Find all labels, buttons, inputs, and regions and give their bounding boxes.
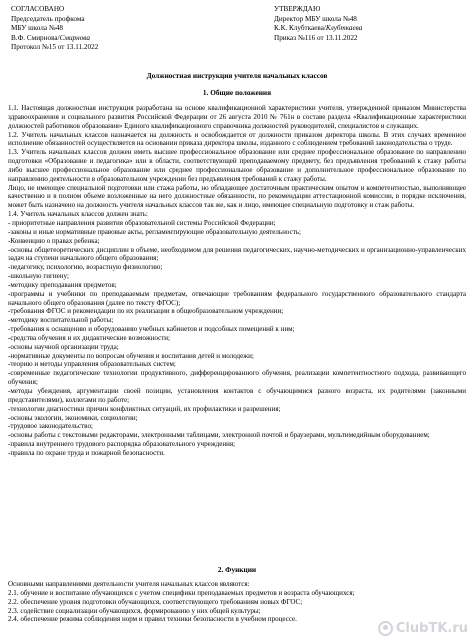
list-item: 2.4. обеспечение режима соблюдения норм и правил техники безопасности в учебном процессе.	[8, 615, 297, 624]
list-item: -технологии диагностики причин конфликтных ситуаций, их профилактики и разрешения;	[8, 404, 281, 413]
section-2-heading: 2. Функции	[217, 565, 257, 574]
list-item: -Конвенцию о правах ребенка;	[8, 236, 100, 245]
list-item: -средства обучения и их дидактические возможности;	[8, 333, 170, 342]
section-1-heading: 1. Общие положения	[202, 88, 272, 97]
section-2-body	[8, 580, 466, 624]
approve-position: Директор МБУ школа №48	[274, 14, 357, 23]
section-2-intro: Основными направлениями деятельности учителя начальных классов являются:	[8, 580, 250, 588]
list-item: -методы убеждения, аргументации своей позиции, установления контактов с обучающимися разного возраста, их родителями (законными представителями), коллегами по работе;	[8, 387, 466, 404]
approve-signature: Клубткаева	[325, 24, 363, 33]
list-item: -методику преподавания предметов;	[8, 280, 117, 289]
list-item: 2.3. содействие социализации обучающихся, формированию у них общей культуры;	[8, 606, 261, 615]
approve-order: Приказ №116 от 13.11.2022	[274, 33, 358, 42]
approval-signatory: В.Ф. Смирнова/Смирнова	[11, 33, 90, 42]
list-item: 2.2. обеспечение уровня подготовки обучающихся, соответствующего требованиям новых ФГОС;	[8, 597, 303, 606]
knowledge-list	[8, 219, 466, 458]
paragraph-1-1: 1.1. Настоящая должностная инструкция разработана на основе квалификационной характеристики учителя, утвержденной приказом Министерства здравоохранения и социального развития Российской Федерации от 26 августа 2010 № 761н в составе раздела «Квалификационные характеристики должностей работников образования» Единого квалификационного справочника должностей руководителей, специалистов и служащих.	[8, 104, 466, 130]
list-item: -требования ФГОС и рекомендации по их реализации в общеобразовательном учреждении;	[8, 307, 284, 316]
list-item: -основы работы с текстовыми редакторами, электронными таблицами, электронной почтой и браузерами, мультимедийным оборудованием;	[8, 431, 430, 440]
list-item: 2.1. обучение и воспитание обучающихся с учетом специфики преподаваемых предметов и возраста обучающихся;	[8, 588, 355, 597]
approval-position: Председатель профкома	[11, 14, 85, 23]
clubtk-logo-icon	[378, 621, 393, 636]
approval-block	[11, 5, 98, 53]
list-item: -трудовое законодательство;	[8, 422, 93, 431]
watermark-text: ClubTK.ru	[395, 621, 468, 636]
approve-signatory: К.К. Клубткаева/Клубткаева	[274, 24, 363, 33]
list-item: -педагогику, психологию, возрастную физиологию;	[8, 263, 163, 272]
list-item: -правила внутреннего трудового распорядка образовательного учреждения;	[8, 440, 236, 449]
section-1-body	[8, 104, 466, 458]
paragraph-exception: Лицо, не имеющее специальной подготовки или стажа работы, но обладающее достаточным практическим опытом и компетентностью, выполняющее качественно и в полном объеме возложенные на него должностные обязанности, по рекомендации аттестационной комиссии, в порядке исключения, может быть назначено на должность учителя начальных классов так же, как и лицо, имеющее специальную подготовку и стаж работы.	[8, 183, 466, 210]
approval-protocol: Протокол №15 от 13.11.2022	[11, 43, 99, 52]
approve-block	[274, 5, 362, 43]
list-item: -требования к оснащению и оборудованию учебных кабинетов и подсобных помещений к ним;	[8, 325, 295, 334]
list-item: - приоритетные направления развития образовательной системы Российской Федерации;	[8, 218, 276, 227]
approval-heading: СОГЛАСОВАНО	[11, 5, 65, 13]
list-item: -методику воспитательной работы;	[8, 316, 114, 325]
list-item: -нормативные документы по вопросам обучения и воспитания детей и молодежи;	[8, 351, 254, 360]
approval-organization: МБУ школа №48	[11, 24, 63, 33]
list-item: -основы научной организации труда;	[8, 342, 119, 351]
document-title: Должностная инструкция учителя начальных классов	[146, 71, 328, 80]
paragraph-1-2: 1.2. Учитель начальных классов назначается на должность и освобождается от должности приказом директора школы. В этих случаях временное исполнение обязанностей осуществляется на основании приказа директора школы, изданного с соблюдением требований законодательства о труде.	[8, 130, 466, 148]
list-item: -правила по охране труда и пожарной безопасности.	[8, 448, 165, 457]
list-item: -основы общетеоретических дисциплин в объеме, необходимом для решения педагогических, научно-методических и организационно-управленческих задач на ступени начального общего образования;	[8, 245, 466, 263]
list-item: -школьную гигиену;	[8, 272, 69, 281]
list-item: -основы экологии, экономики, социологии;	[8, 413, 138, 422]
approve-heading: УТВЕРЖДАЮ	[274, 5, 321, 13]
paragraph-1-3: 1.3. Учитель начальных классов должен иметь высшее профессиональное образование или среднее профессиональное образование по направлению подготовки «Образование и педагогика» или в области, соответствующей преподаваемому предмету, без предъявления требований к стажу работы либо высшее профессиональное образование или среднее профессиональное образование и дополнительное профессиональное образование по направлению деятельности в образовательном учреждении без предъявления требований к стажу работы.	[8, 148, 466, 183]
site-watermark	[378, 621, 468, 636]
paragraph-1-4: 1.4. Учитель начальных классов должен знать:	[8, 210, 148, 219]
approval-signature: Смирнова	[59, 33, 90, 42]
list-item: -современные педагогические технологии продуктивного, дифференцированного обучения, реализации компетентностного подхода, развивающего обучения;	[8, 369, 466, 387]
list-item: -законы и иные нормативные правовые акты, регламентирующие образовательную деятельность;	[8, 227, 301, 236]
list-item: -программы и учебники по преподаваемым предметам, отвечающие требованиям федерального государственного образовательного стандарта начального общего образования (далее по тексту ФГОС);	[8, 289, 466, 307]
list-item: -теорию и методы управления образовательных систем;	[8, 360, 176, 369]
